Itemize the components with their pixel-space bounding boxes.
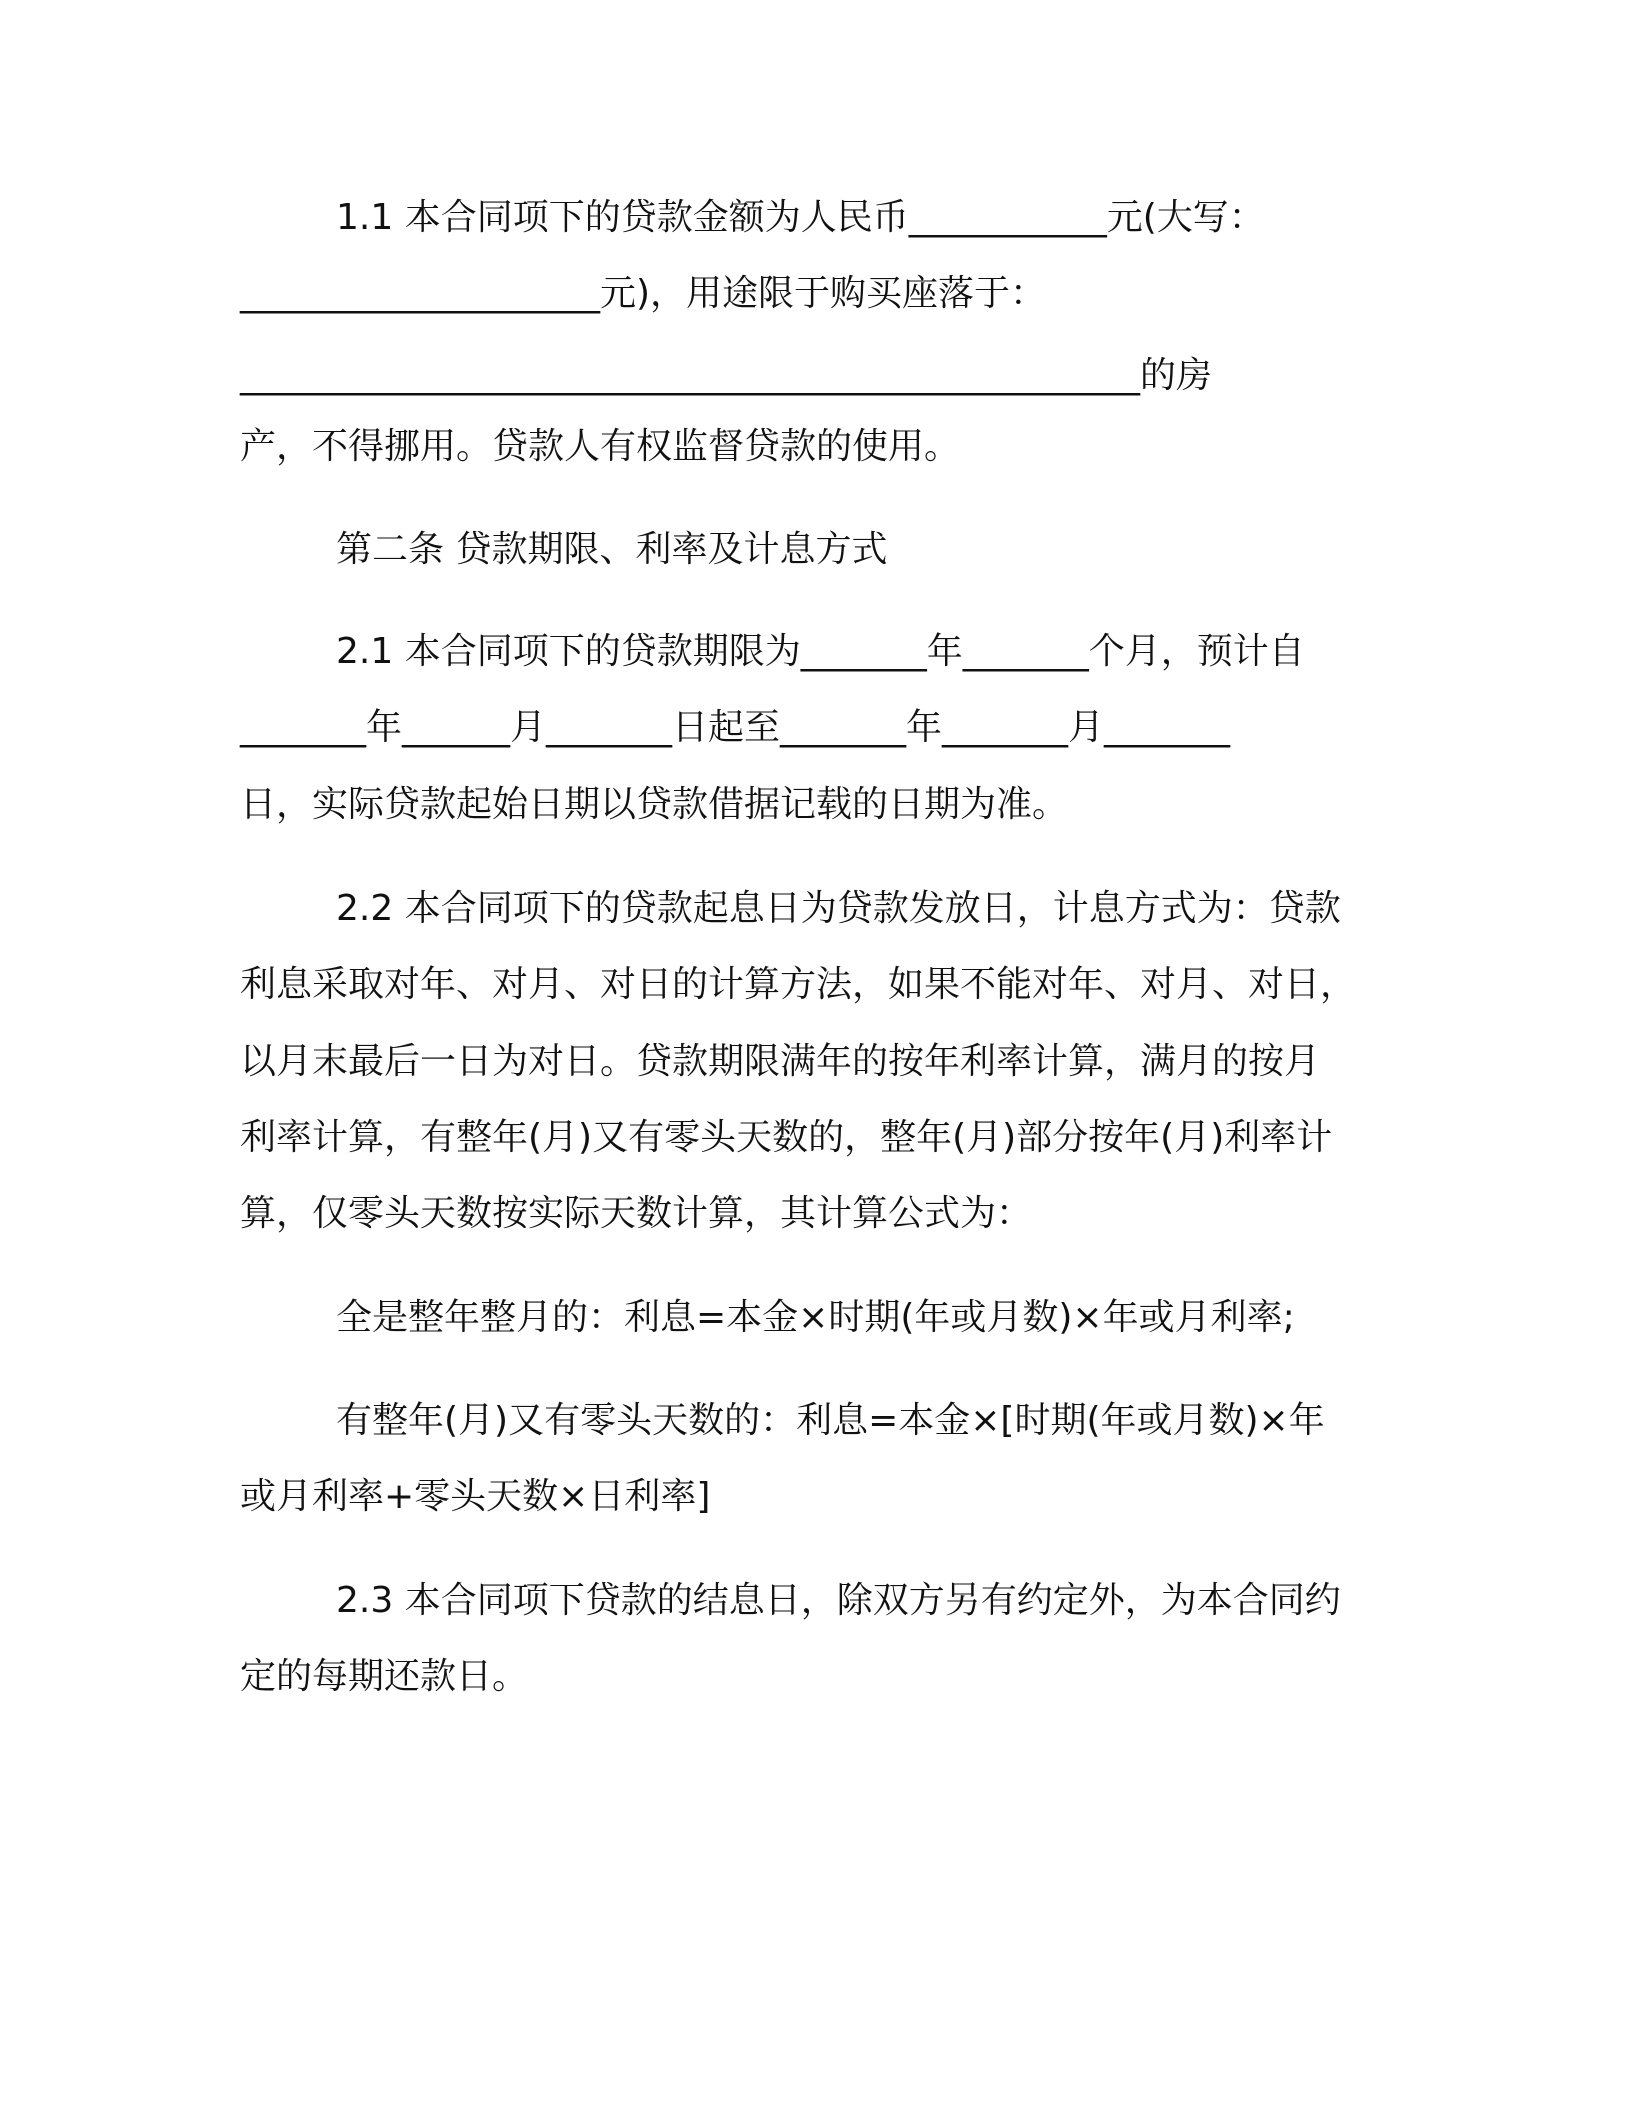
clause-2-2-line-3: 以月末最后一日为对日。贷款期限满年的按年利率计算，满月的按月 <box>240 1041 1321 1082</box>
clause-2-2-line-4: 利率计算，有整年(月)又有零头天数的，整年(月)部分按年(月)利率计 <box>240 1117 1333 1158</box>
clause-1-1-line-2: ____________________元)，用途限于购买座落于： <box>240 273 1047 314</box>
clause-2-2-line-1: 2.2 本合同项下的贷款起息日为贷款发放日，计息方式为：贷款 <box>336 888 1341 929</box>
clause-1-1-line-4: 产，不得挪用。贷款人有权监督贷款的使用。 <box>240 426 961 467</box>
formula-partial-period-line-2: 或月利率+零头天数×日利率] <box>240 1476 711 1517</box>
clause-2-3-line-1: 2.3 本合同项下贷款的结息日，除双方另有约定外，为本合同约 <box>336 1580 1341 1621</box>
clause-1-1-line-3: __________________________________________________的房 <box>240 355 1212 396</box>
clause-2-3-line-2: 定的每期还款日。 <box>240 1656 529 1697</box>
clause-2-1-line-1: 2.1 本合同项下的贷款期限为_______年_______个月，预计自 <box>336 631 1305 672</box>
formula-whole-period: 全是整年整月的：利息=本金×时期(年或月数)×年或月利率; <box>336 1297 1295 1338</box>
clause-2-1-line-2: _______年______月_______日起至_______年_______月_______ <box>240 707 1231 748</box>
clause-2-1-line-3: 日，实际贷款起始日期以贷款借据记载的日期为准。 <box>240 784 1069 825</box>
formula-partial-period-line-1: 有整年(月)又有零头天数的：利息=本金×[时期(年或月数)×年 <box>336 1400 1325 1441</box>
clause-2-2-line-5: 算，仅零头天数按实际天数计算，其计算公式为： <box>240 1193 1033 1234</box>
article-2-heading: 第二条 贷款期限、利率及计息方式 <box>336 529 888 570</box>
clause-2-2-line-2: 利息采取对年、对月、对日的计算方法，如果不能对年、对月、对日， <box>240 964 1357 1005</box>
clause-1-1-line-1: 1.1 本合同项下的贷款金额为人民币___________元(大写： <box>336 197 1265 238</box>
